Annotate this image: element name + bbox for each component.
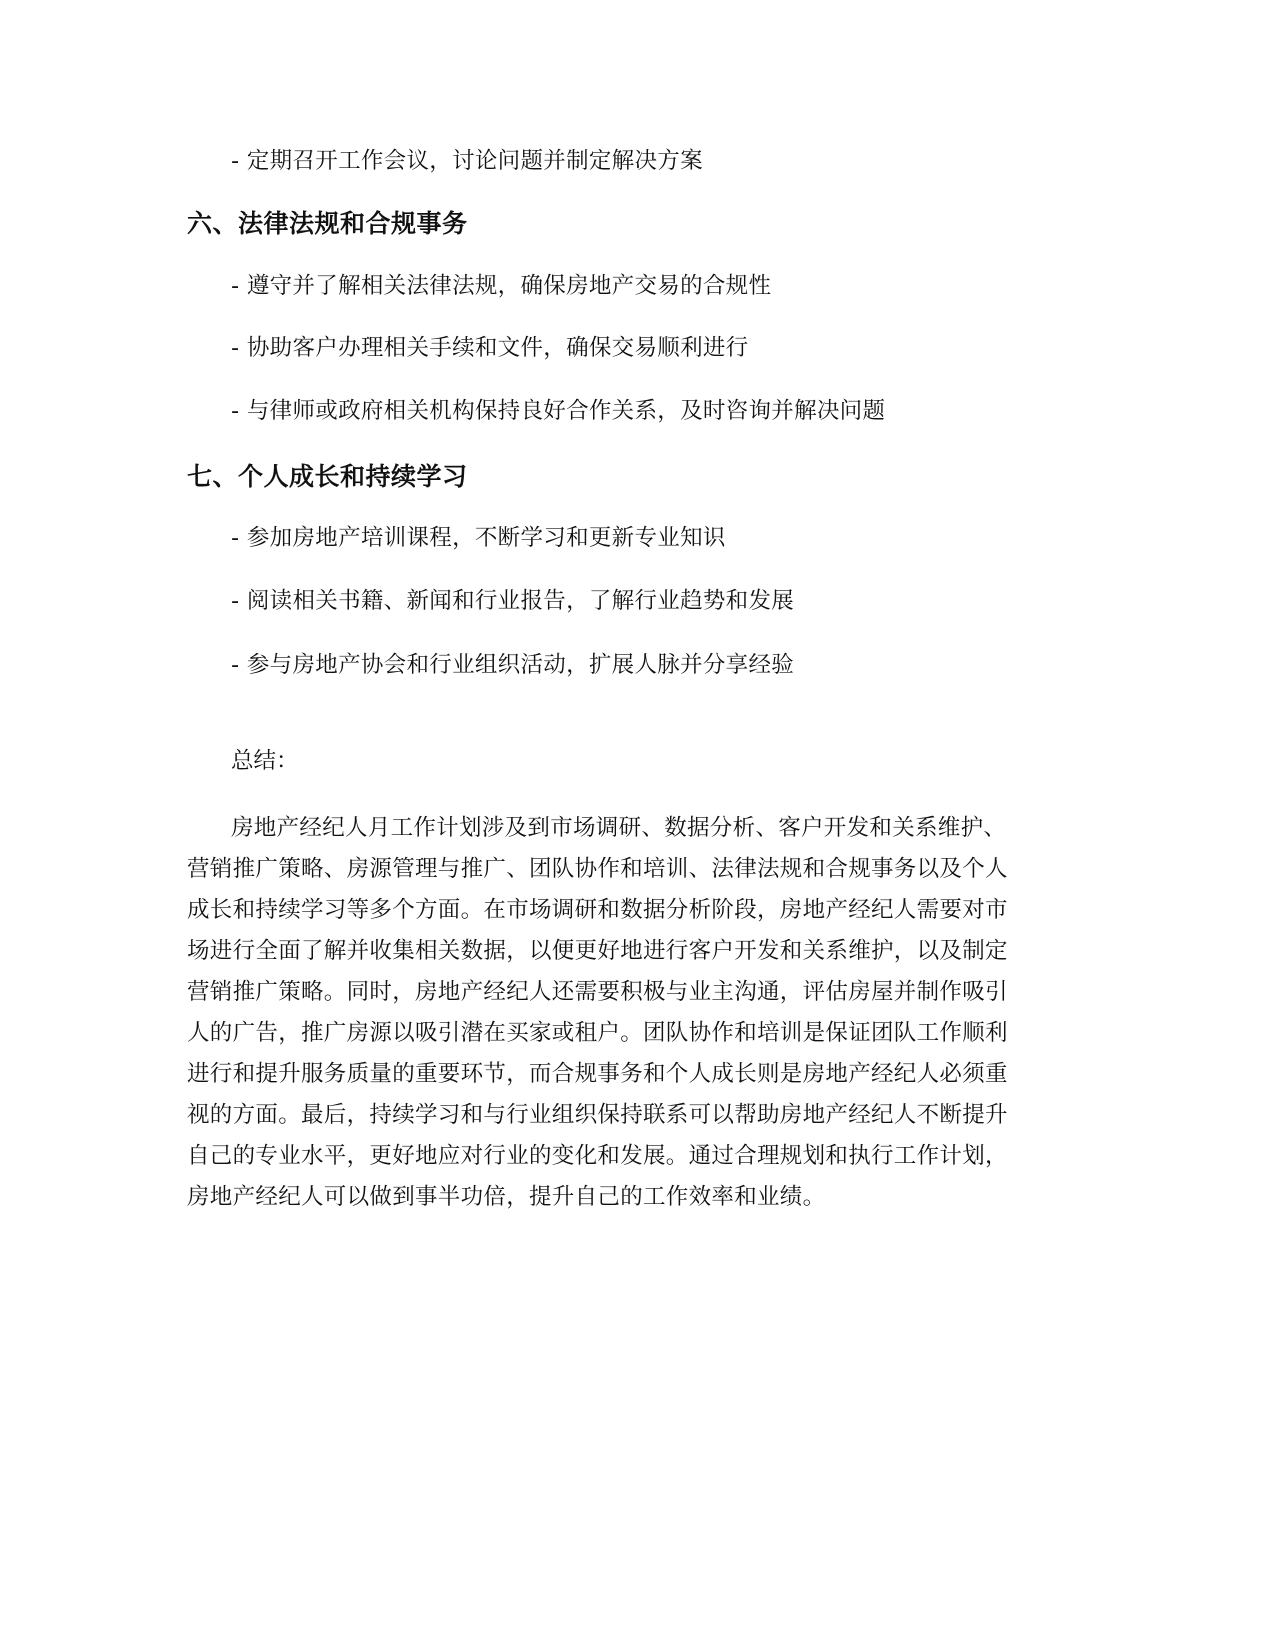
list-item: - 协助客户办理相关手续和文件，确保交易顺利进行 [231, 335, 749, 361]
list-item: - 遵守并了解相关法律法规，确保房地产交易的合规性 [231, 273, 772, 299]
list-item-meetings: - 定期召开工作会议，讨论问题并制定解决方案 [231, 148, 703, 174]
list-item: - 参与房地产协会和行业组织活动，扩展人脉并分享经验 [231, 652, 795, 678]
list-item: - 与律师或政府相关机构保持良好合作关系，及时咨询并解决问题 [231, 398, 886, 424]
summary-line: 场进行全面了解并收集相关数据，以便更好地进行客户开发和关系维护，以及制定 [187, 938, 1008, 964]
summary-paragraph [187, 808, 1087, 1218]
list-item: - 阅读相关书籍、新闻和行业报告，了解行业趋势和发展 [231, 588, 795, 614]
summary-line: 成长和持续学习等多个方面。在市场调研和数据分析阶段，房地产经纪人需要对市 [187, 897, 1008, 923]
list-item: - 参加房地产培训课程，不断学习和更新专业知识 [231, 525, 726, 551]
summary-label: 总结： [231, 748, 299, 774]
summary-line: 进行和提升服务质量的重要环节，而合规事务和个人成长则是房地产经纪人必须重 [187, 1061, 1008, 1087]
summary-line: 人的广告，推广房源以吸引潜在买家或租户。团队协作和培训是保证团队工作顺利 [187, 1020, 1008, 1046]
section-heading-legal: 六、法律法规和合规事务 [187, 209, 468, 238]
section-heading-growth: 七、个人成长和持续学习 [187, 462, 468, 491]
summary-line: 营销推广策略、房源管理与推广、团队协作和培训、法律法规和合规事务以及个人 [187, 856, 1008, 882]
summary-line: 视的方面。最后，持续学习和与行业组织保持联系可以帮助房地产经纪人不断提升 [187, 1102, 1008, 1128]
summary-line: 营销推广策略。同时，房地产经纪人还需要积极与业主沟通，评估房屋并制作吸引 [187, 979, 1008, 1005]
summary-line: 自己的专业水平，更好地应对行业的变化和发展。通过合理规划和执行工作计划， [187, 1143, 1008, 1169]
summary-line: 房地产经纪人可以做到事半功倍，提升自己的工作效率和业绩。 [187, 1184, 826, 1210]
summary-line: 房地产经纪人月工作计划涉及到市场调研、数据分析、客户开发和关系维护、 [231, 815, 1007, 841]
